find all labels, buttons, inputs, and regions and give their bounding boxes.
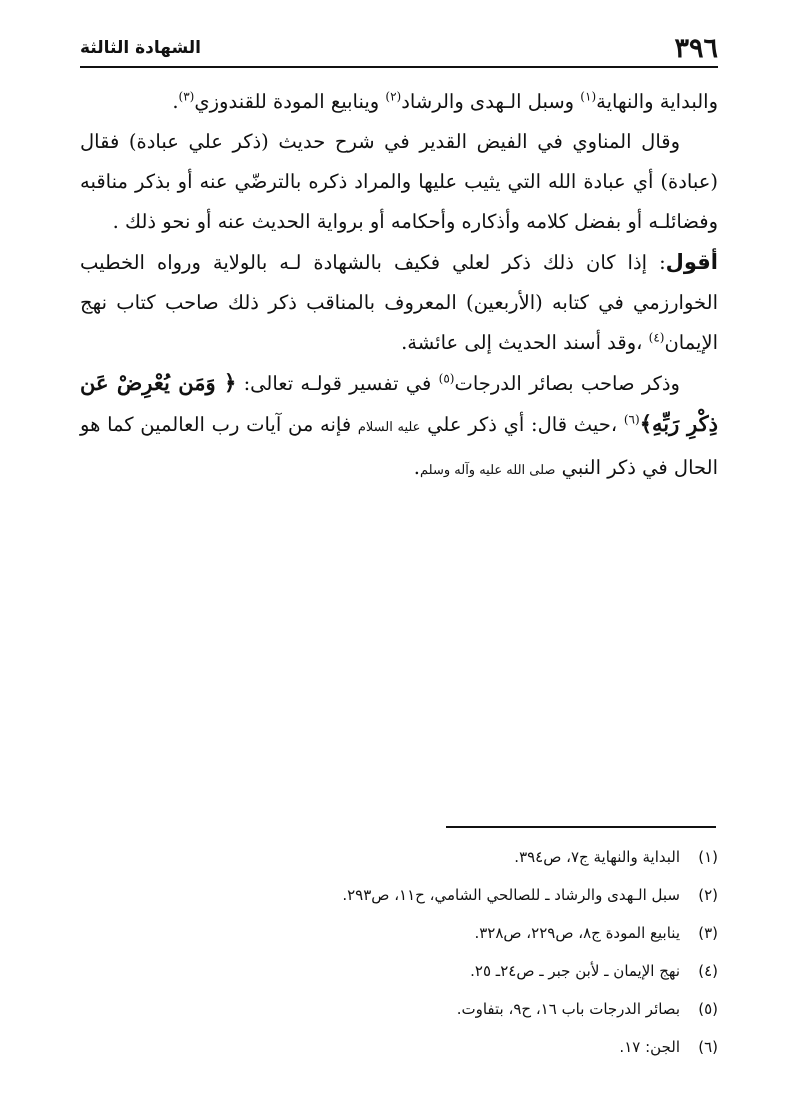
text-run: وينابيع المودة للقندوزي	[194, 90, 386, 113]
footnote	[80, 914, 718, 952]
footnote-ref-3[interactable]: (٣)	[178, 89, 195, 104]
footnote-ref-1[interactable]: (١)	[580, 89, 597, 104]
footnote-text: الجن: ١٧.	[619, 1038, 680, 1056]
running-title: الشهادة الثالثة	[80, 38, 201, 58]
honorific-ligature: عليه السلام	[357, 420, 421, 435]
footnote-text: سبل الـهدى والرشاد ـ للصالحي الشامي، ح١١، ص٢٩٣.	[342, 886, 680, 904]
text-run: فإنه من آيات رب العالمين كما هو الحال في ذكر النبي	[80, 413, 718, 479]
footnote-text: نهج الإيمان ـ لأبن جبر ـ ص٢٤ـ ٢٥.	[470, 962, 680, 980]
footnote-ref-2[interactable]: (٢)	[385, 89, 402, 104]
footnote-text: ينابيع المودة ج٨، ص٢٢٩، ص٣٢٨.	[474, 924, 680, 942]
footnote-ref-6[interactable]: (٦)	[623, 412, 640, 427]
footnote-ref-4[interactable]: (٤)	[648, 330, 665, 345]
text-run: وذكر صاحب بصائر الدرجات	[454, 372, 680, 395]
body-text	[80, 82, 718, 491]
text-run: وسبل الـهدى والرشاد	[401, 90, 581, 113]
text-run: .	[413, 456, 420, 479]
footnote-text: البداية والنهاية ج٧، ص٣٩٤.	[514, 848, 680, 866]
page-number: ٣٩٦	[674, 32, 718, 64]
footnote-number: (٦)	[698, 1038, 718, 1056]
footnote-number: (٤)	[698, 962, 718, 980]
text-run: والبداية والنهاية	[596, 90, 718, 113]
honorific-ligature: صلى الله عليه وآله وسلم	[420, 463, 556, 478]
paragraph-2: وقال المناوي في الفيض القدير في شرح حديث (ذكر علي عبادة) فقال (عبادة) أي عبادة الله التي يثيب عليها والمراد ذكره بالترضّي عنه أو بذكر مناقبه وفضائلـه أو بفضل كلامه وأذكاره وأحكامه أو برواية الحديث عنه أو نحو ذلك .	[80, 130, 718, 233]
paragraph-3	[80, 242, 718, 363]
quran-verse: ﴿ وَمَن يُعْرِضْ عَن ذِكْرِ رَبِّهِ﴾	[80, 370, 718, 436]
page-header	[80, 30, 718, 68]
footnote-text: بصائر الدرجات باب ١٦، ح٩، بتفاوت.	[456, 1000, 680, 1018]
text-run: ،وقد أسند الحديث إلى عائشة.	[401, 331, 649, 354]
footnote-number: (٢)	[698, 886, 718, 904]
footnotes-list	[80, 838, 718, 1066]
footnote-number: (٥)	[698, 1000, 718, 1018]
text-run: ،حيث قال: أي ذكر علي	[420, 413, 624, 436]
paragraph-4	[80, 363, 718, 491]
footnote-divider	[446, 826, 716, 828]
footnote-ref-5[interactable]: (٥)	[438, 371, 455, 386]
text-run: في تفسير قولـه تعالى:	[236, 372, 439, 395]
footnote	[80, 838, 718, 876]
lead-word: أقول	[665, 250, 718, 274]
footnote	[80, 1028, 718, 1066]
footnote-number: (١)	[698, 848, 718, 866]
text-run: .	[172, 90, 179, 113]
footnote	[80, 990, 718, 1028]
footnote	[80, 952, 718, 990]
footnote-number: (٣)	[698, 924, 718, 942]
text-run: : إذا كان ذلك ذكر لعلي فكيف بالشهادة لـه بالولاية ورواه الخطيب الخوارزمي في كتابه (الأربعين) المعروف بالمناقب ذكر ذلك صاحب كتاب نهج الإيمان	[80, 251, 718, 354]
footnote	[80, 876, 718, 914]
paragraph-1	[80, 82, 718, 122]
